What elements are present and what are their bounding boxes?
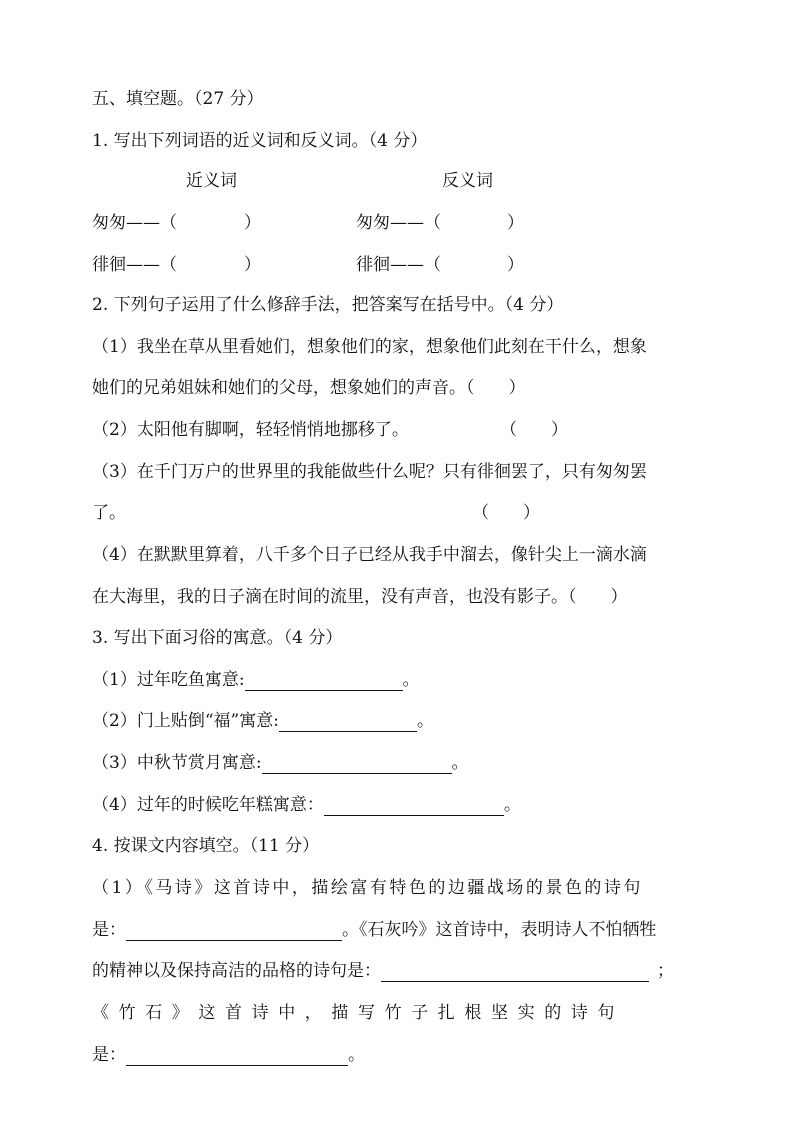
q2-sentence-3-line-1: （3）在千门万户的世界里的我能做些什么呢？只有徘徊罢了，只有匆匆罢 <box>92 462 647 482</box>
antonym-column-label: 反义词 <box>442 171 493 191</box>
q2-sentence-3-line-2: 了。 <box>92 503 126 523</box>
q2-sentence-4-line-1: （4）在默默里算着，八千多个日子已经从我手中溜去，像针尖上一滴水滴 <box>92 545 647 565</box>
q1-row2-left-close: ） <box>244 255 261 275</box>
q4-para-line-4: 《竹石》这首诗中，描写竹子扎根坚实的诗句 <box>92 1003 624 1023</box>
q3-item-2 <box>92 710 434 732</box>
q3-item-2-answer-blank[interactable] <box>279 713 417 732</box>
question-2-title: 2. 下列句子运用了什么修辞手法，把答案写在括号中。（4 分） <box>92 295 564 315</box>
q1-row1-left-close: ） <box>244 213 261 233</box>
q2-sentence-3-answer-paren[interactable]: （ ） <box>472 503 540 523</box>
q4-zhu-shi-answer-blank[interactable] <box>126 1047 348 1066</box>
synonym-column-label: 近义词 <box>186 171 237 191</box>
q1-row1-right-word: 匆匆——（ <box>356 213 441 233</box>
q3-item-4-end: 。 <box>503 795 521 815</box>
q3-item-3-end: 。 <box>451 753 469 773</box>
q3-item-2-label: （2）门上贴倒“福”寓意: <box>92 711 279 731</box>
q3-item-4-label: （4）过年的时候吃年糕寓意： <box>92 795 324 815</box>
q2-sentence-1-line-2: 她们的兄弟姐妹和她们的父母，想象她们的声音。（ ） <box>92 378 526 398</box>
q4-para-line-2 <box>92 919 657 941</box>
q4-para-line-5 <box>92 1044 365 1066</box>
q2-sentence-2-line-1: （2）太阳他有脚啊，轻轻悄悄地挪移了。 <box>92 420 409 440</box>
question-4-title: 4. 按课文内容填空。（11 分） <box>92 836 320 856</box>
q3-item-3-label: （3）中秋节赏月寓意: <box>92 753 262 773</box>
q3-item-1-answer-blank[interactable] <box>245 672 403 691</box>
q4-para-line-1: （1）《马诗》这首诗中，描绘富有特色的边疆战场的景色的诗句 <box>92 878 643 898</box>
q3-item-4-answer-blank[interactable] <box>324 797 504 816</box>
q2-sentence-4-line-2: 在大海里，我的日子滴在时间的流里，没有声音，也没有影子。（ ） <box>92 587 628 607</box>
q4-shi-hui-yin-answer-blank[interactable] <box>381 963 649 982</box>
q4-line-5-suffix: 。 <box>348 1045 365 1065</box>
q4-line-3-suffix: ； <box>657 961 674 981</box>
q3-item-2-end: 。 <box>416 711 434 731</box>
q2-sentence-1-line-1: （1）我坐在草从里看她们，想象他们的家，想象他们此刻在干什么，想象 <box>92 337 647 357</box>
q4-line-5-prefix: 是： <box>92 1045 126 1065</box>
q3-item-3 <box>92 752 469 774</box>
q3-item-1 <box>92 669 420 691</box>
q1-row1-left-word: 匆匆——（ <box>92 213 177 233</box>
q1-row1-right-close: ） <box>507 213 524 233</box>
q4-ma-shi-answer-blank[interactable] <box>126 922 342 941</box>
q3-item-3-answer-blank[interactable] <box>262 755 452 774</box>
question-1-title: 1. 写出下列词语的近义词和反义词。（4 分） <box>92 131 428 151</box>
q1-row2-right-word: 徘徊——（ <box>356 255 441 275</box>
q3-item-1-label: （1）过年吃鱼寓意: <box>92 670 245 690</box>
section-heading: 五、填空题。（27 分） <box>92 89 264 109</box>
question-3-title: 3. 写出下面习俗的寓意。（4 分） <box>92 628 343 648</box>
q4-line-2-suffix: 。《石灰吟》这首诗中，表明诗人不怕牺牲 <box>342 920 657 940</box>
q1-row2-right-close: ） <box>507 255 524 275</box>
q2-sentence-2-answer-paren[interactable]: （ ） <box>500 420 568 440</box>
q4-line-2-prefix: 是： <box>92 920 126 940</box>
q3-item-1-end: 。 <box>402 670 420 690</box>
q4-line-3-prefix: 的精神以及保持高洁的品格的诗句是： <box>92 961 381 981</box>
q1-row2-left-word: 徘徊——（ <box>92 255 177 275</box>
q4-para-line-3 <box>92 960 674 982</box>
q3-item-4 <box>92 794 521 816</box>
